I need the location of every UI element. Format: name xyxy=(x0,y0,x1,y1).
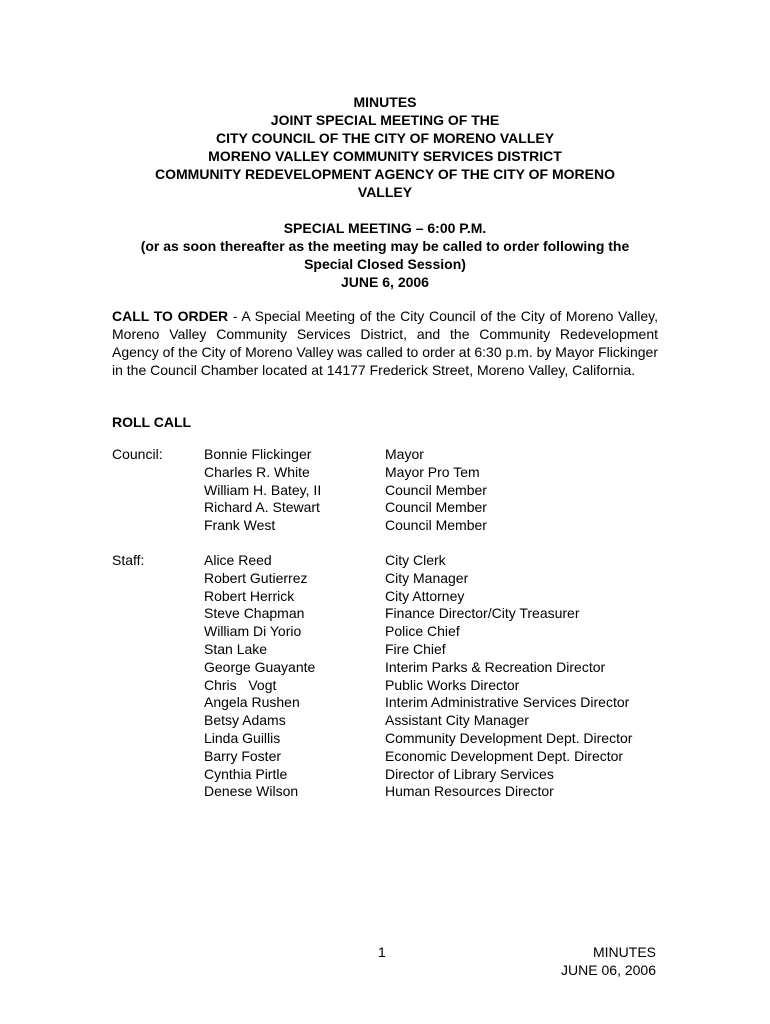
roll-call-heading: ROLL CALL xyxy=(112,414,192,430)
roster-title: Fire Chief xyxy=(385,640,446,657)
roster-name: Denese Wilson xyxy=(204,783,299,800)
call-to-order-paragraph xyxy=(112,307,658,379)
subtitle-line: Special Closed Session) xyxy=(304,256,466,272)
roster-name: Charles R. White xyxy=(204,463,310,480)
footer-doc-label: MINUTES xyxy=(593,944,656,960)
roster-title: Council Member xyxy=(385,517,487,534)
roster-name: Robert Herrick xyxy=(204,587,295,604)
subtitle-line: (or as soon thereafter as the meeting may be called to order following the xyxy=(140,238,630,254)
meeting-subtitle xyxy=(100,219,670,291)
subtitle-line: SPECIAL MEETING – 6:00 P.M. xyxy=(283,220,487,236)
footer-doc-date: JUNE 06, 2006 xyxy=(561,962,656,978)
roster-name: Barry Foster xyxy=(204,747,282,764)
roster-title: Council Member xyxy=(385,481,487,498)
roster-title: Economic Development Dept. Director xyxy=(385,747,624,764)
roster-name: Cynthia Pirtle xyxy=(204,765,288,782)
roster-name: Robert Gutierrez xyxy=(204,569,308,586)
roster-name: Frank West xyxy=(204,517,276,534)
roster-name: Alice Reed xyxy=(204,552,272,568)
roster-name: George Guayante xyxy=(204,658,316,675)
roster-title: Council Member xyxy=(385,499,487,516)
document-title xyxy=(112,93,658,201)
roster-title: Interim Administrative Services Director xyxy=(385,694,630,711)
council-titles xyxy=(385,446,487,535)
roster-title: Assistant City Manager xyxy=(385,712,529,729)
roster-name: Chris Vogt xyxy=(204,676,277,693)
roster-name: Stan Lake xyxy=(204,640,268,657)
title-line: MORENO VALLEY COMMUNITY SERVICES DISTRICT xyxy=(208,148,562,164)
roster-title: Mayor xyxy=(385,446,424,462)
title-line: CITY COUNCIL OF THE CITY OF MORENO VALLEY xyxy=(215,130,555,146)
council-label: Council: xyxy=(112,446,163,462)
roster-title: Director of Library Services xyxy=(385,765,554,782)
roster-name: Linda Guillis xyxy=(204,729,281,746)
roster-name: Steve Chapman xyxy=(204,605,305,622)
roster-title: Public Works Director xyxy=(385,676,520,693)
call-to-order-text: - A Special Meeting of the City Council of the City of Moreno Valley, Moreno Valley Community Services District, and the Community Redevelopment Agency of the City of Moreno Valley was called to order at 6:30 p.m. by Mayor Flickinger in the Council Chamber located at 14177 Frederick Street, Moreno Valley, California. xyxy=(112,308,659,378)
roster-title: Mayor Pro Tem xyxy=(385,463,480,480)
title-line: COMMUNITY REDEVELOPMENT AGENCY OF THE CITY OF MORENO xyxy=(155,166,615,182)
roster-title: Finance Director/City Treasurer xyxy=(385,605,580,622)
roster-name: Angela Rushen xyxy=(204,694,300,711)
roster-title: City Clerk xyxy=(385,552,446,568)
staff-titles xyxy=(385,552,632,801)
title-line: VALLEY xyxy=(357,184,413,200)
subtitle-line: JUNE 6, 2006 xyxy=(341,274,429,290)
roster-title: City Manager xyxy=(385,569,469,586)
roster-name: Richard A. Stewart xyxy=(204,499,320,516)
title-line: MINUTES xyxy=(353,94,417,110)
staff-names xyxy=(204,552,315,801)
call-to-order-label: CALL TO ORDER xyxy=(112,308,229,324)
roster-title: Community Development Dept. Director xyxy=(385,729,633,746)
footer-label xyxy=(561,943,656,979)
roster-name: Betsy Adams xyxy=(204,712,286,729)
roster-title: Interim Parks & Recreation Director xyxy=(385,658,606,675)
page-number: 1 xyxy=(378,944,386,960)
roster-name: Bonnie Flickinger xyxy=(204,446,312,462)
roster-title: City Attorney xyxy=(385,587,465,604)
staff-label: Staff: xyxy=(112,552,145,568)
council-names xyxy=(204,446,321,535)
roster-title: Human Resources Director xyxy=(385,783,554,800)
roster-name: William Di Yorio xyxy=(204,623,302,640)
title-line: JOINT SPECIAL MEETING OF THE xyxy=(270,112,500,128)
roster-name: William H. Batey, II xyxy=(204,481,322,498)
roster-title: Police Chief xyxy=(385,623,460,640)
